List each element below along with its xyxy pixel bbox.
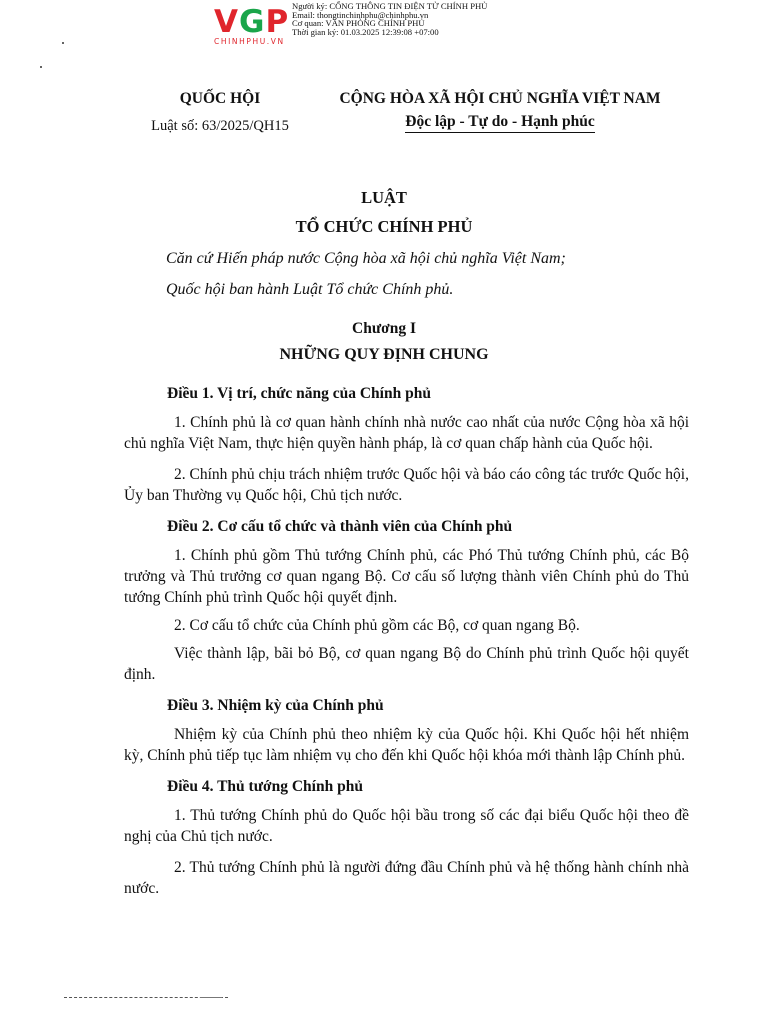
footer-divider-fragment (200, 997, 222, 998)
article-4-paragraph-1: 1. Thủ tướng Chính phủ do Quốc hội bầu trong số các đại biểu Quốc hội theo đề nghị của Chủ tịch nước. (124, 807, 689, 845)
signature-time: Thời gian ký: 01.03.2025 12:39:08 +07:00 (292, 26, 439, 37)
digital-signature-info (292, 2, 487, 36)
national-motto: Độc lập - Tự do - Hạnh phúc (405, 113, 594, 133)
document-body (124, 383, 689, 909)
preamble-line-2: Quốc hội ban hành Luật Tổ chức Chính phủ. (166, 281, 454, 298)
law-number: Luật số: 63/2025/QH15 (151, 118, 289, 134)
republic-name: CỘNG HÒA XÃ HỘI CHỦ NGHĨA VIỆT NAM (339, 90, 661, 107)
vgp-logo-v: V (214, 4, 239, 40)
article-3-paragraph-1: Nhiệm kỳ của Chính phủ theo nhiệm kỳ của Quốc hội. Khi Quốc hội hết nhiệm kỳ, Chính phủ tiếp tục làm nhiệm vụ cho đến khi Quốc hội khóa mới thành lập Chính phủ. (124, 726, 689, 764)
issuing-agency: QUỐC HỘI (179, 90, 261, 107)
issuing-agency-block (150, 90, 290, 135)
article-3-heading: Điều 3. Nhiệm kỳ của Chính phủ (167, 697, 384, 714)
document-type: LUẬT (361, 188, 407, 207)
scan-speck (62, 42, 64, 44)
chapter-name: NHỮNG QUY ĐỊNH CHUNG (279, 346, 489, 363)
article-4-paragraph-2: 2. Thủ tướng Chính phủ là người đứng đầu Chính phủ và hệ thống hành chính nhà nước. (124, 859, 689, 897)
signature-email: Email: thongtinchinhphu@chinhphu.vn (292, 9, 429, 20)
chapter-number: Chương I (352, 320, 416, 337)
vgp-logo-p: P (265, 4, 290, 40)
signature-agency: Cơ quan: VĂN PHÒNG CHÍNH PHỦ (292, 18, 425, 29)
article-1-paragraph-2: 2. Chính phủ chịu trách nhiệm trước Quốc hội và báo cáo công tác trước Quốc hội, Ủy ban Thường vụ Quốc hội, Chủ tịch nước. (124, 466, 689, 504)
document-title: TỔ CHỨC CHÍNH PHỦ (295, 217, 473, 236)
article-1-paragraph-1: 1. Chính phủ là cơ quan hành chính nhà nước cao nhất của nước Cộng hòa xã hội chủ nghĩa Việt Nam, thực hiện quyền hành pháp, là cơ quan chấp hành của Quốc hội. (124, 414, 689, 452)
vgp-logo (214, 6, 294, 46)
article-4-heading: Điều 4. Thủ tướng Chính phủ (167, 778, 363, 795)
vgp-logo-subtitle: CHINHPHU.VN (214, 37, 285, 46)
signature-signer: Người ký: CỔNG THÔNG TIN ĐIỆN TỬ CHÍNH PHỦ (292, 1, 488, 11)
article-2-paragraph-2: 2. Cơ cấu tổ chức của Chính phủ gồm các Bộ, cơ quan ngang Bộ. (174, 617, 580, 634)
scan-speck (40, 66, 42, 68)
article-2-heading: Điều 2. Cơ cấu tổ chức và thành viên của Chính phủ (167, 518, 513, 535)
article-1-heading: Điều 1. Vị trí, chức năng của Chính phủ (167, 385, 431, 402)
vgp-logo-letters (214, 6, 294, 38)
article-2-paragraph-3: Việc thành lập, bãi bỏ Bộ, cơ quan ngang Bộ do Chính phủ trình Quốc hội quyết định. (124, 645, 689, 683)
vgp-logo-g: G (239, 4, 266, 40)
preamble-line-1: Căn cứ Hiến pháp nước Cộng hòa xã hội chủ nghĩa Việt Nam; (166, 250, 566, 267)
national-title-block (338, 90, 662, 133)
article-2-paragraph-1: 1. Chính phủ gồm Thủ tướng Chính phủ, các Phó Thủ tướng Chính phủ, các Bộ trưởng và Thủ trưởng cơ quan ngang Bộ. Cơ cấu số lượng thành viên Chính phủ do Thủ tướng Chính phủ trình Quốc hội quyết định. (124, 547, 689, 606)
